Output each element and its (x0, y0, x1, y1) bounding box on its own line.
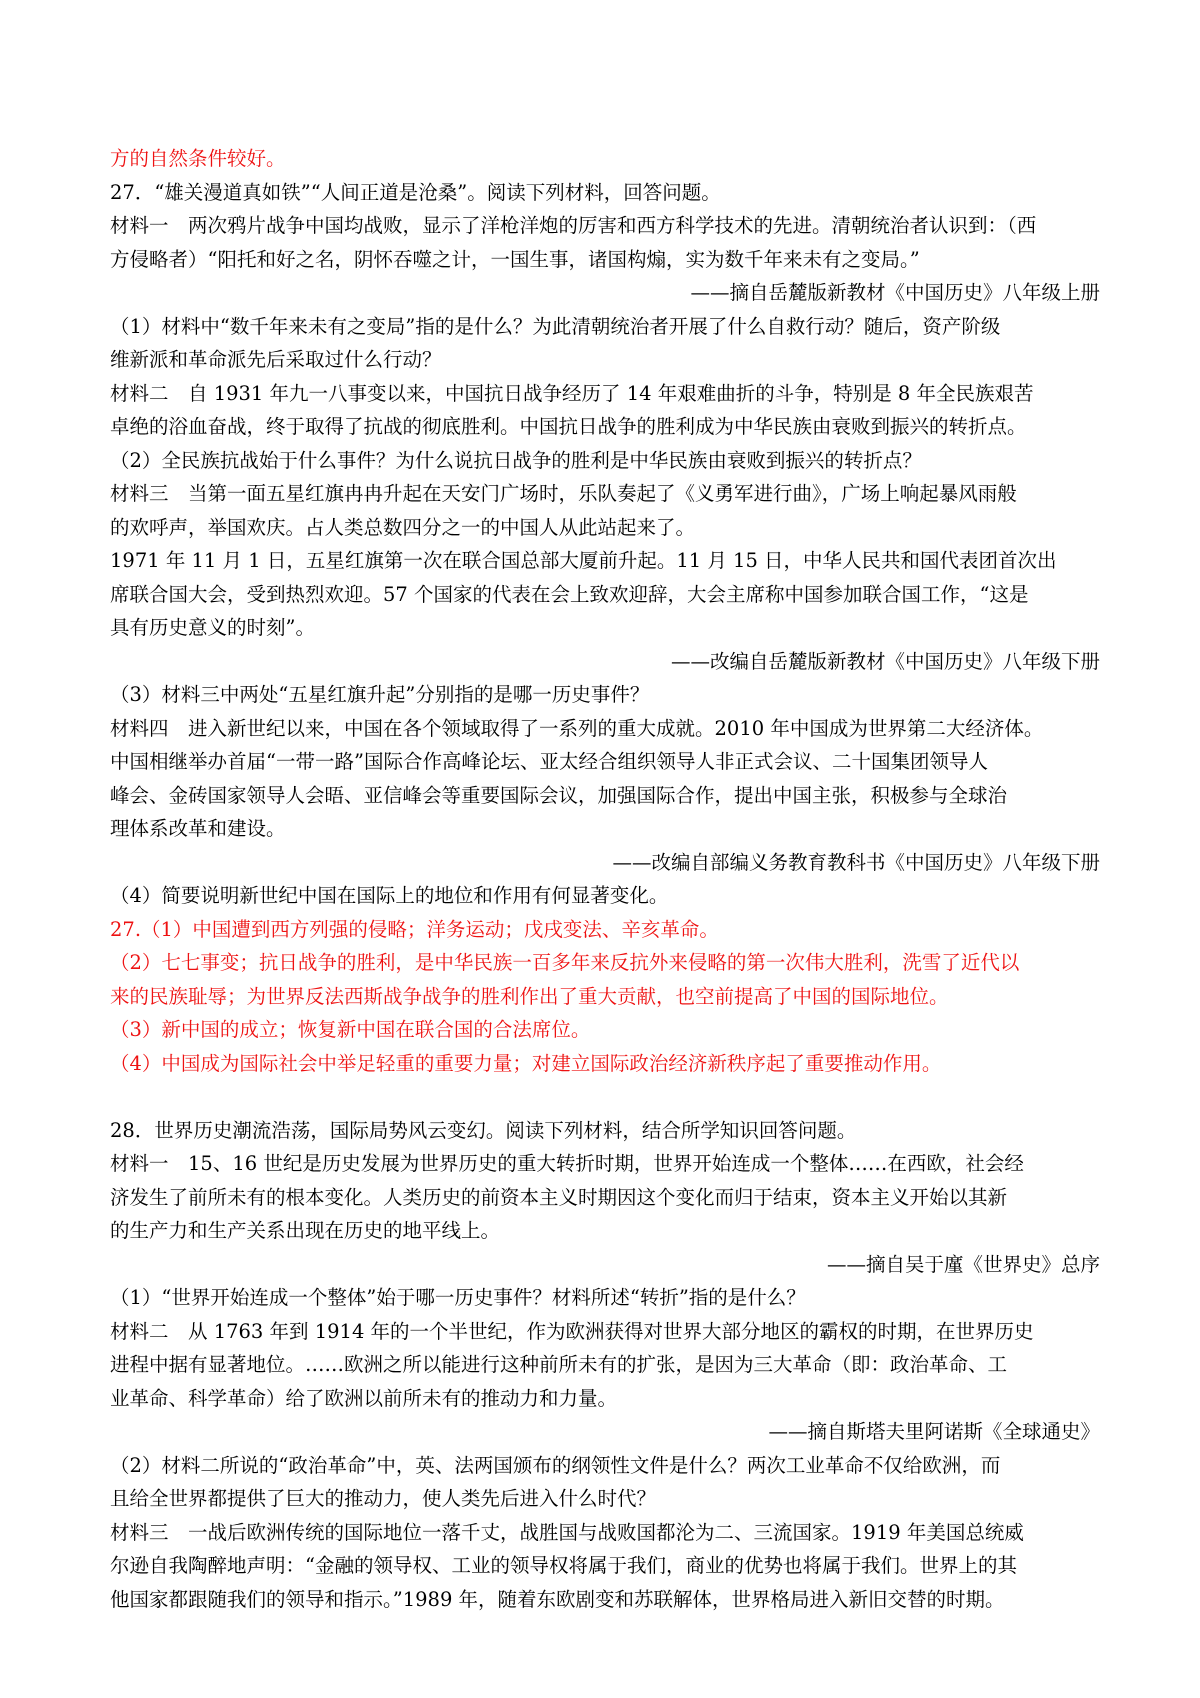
q27-subquestion-4: （4）简要说明新世纪中国在国际上的地位和作用有何显著变化。 (110, 884, 669, 907)
q28-material-1-line: 材料一 15、16 世纪是历史发展为世界历史的重大转折时期，世界开始连成一个整体……在西欧，社会经 (110, 1152, 1024, 1175)
q27-material-1-line: 材料一 两次鸦片战争中国均战败，显示了洋枪洋炮的厉害和西方科学技术的先进。清朝统治者认识到：（西 (110, 214, 1037, 237)
q27-material-4-line: 理体系改革和建设。 (110, 817, 286, 840)
q27-material-3-line: 的欢呼声，举国欢庆。占人类总数四分之一的中国人从此站起来了。 (110, 515, 696, 539)
q28-material-1-line: 济发生了前所未有的根本变化。人类历史的前资本主义时期因这个变化而归于结束，资本主义开始以其新 (110, 1185, 1008, 1209)
q27-material-4-line: 中国相继举办首届“一带一路”国际合作高峰论坛、亚太经合组织领导人非正式会议、二十国集团领导人 (110, 750, 988, 773)
q27-answer-line: （2）七七事变；抗日战争的胜利，是中华民族一百多年来反抗外来侵略的第一次伟大胜利，洗雪了近代以 (110, 951, 1020, 974)
q27-subquestion-1: 维新派和革命派先后采取过什么行动？ (110, 348, 442, 371)
q28-material-3-line: 尔逊自我陶醉地声明：“金融的领导权、工业的领导权将属于我们，商业的优势也将属于我们。世界上的其 (110, 1554, 1017, 1577)
q28-material-2-line: 业革命、科学革命）给了欧洲以前所未有的推动力和力量。 (110, 1386, 618, 1410)
answer-text: 方的自然条件较好。 (110, 147, 286, 170)
q27-material-3-source: ——改编自岳麓版新教材《中国历史》八年级下册 (670, 649, 1100, 673)
question-28-stem: 28．世界历史潮流浩荡，国际局势风云变幻。阅读下列材料，结合所学知识回答问题。 (110, 1118, 857, 1142)
q28-subquestion-1: （1）“世界开始连成一个整体”始于哪一历史事件？材料所述“转折”指的是什么？ (110, 1286, 806, 1309)
q27-subquestion-3: （3）材料三中两处“五星红旗升起”分别指的是哪一历史事件？ (110, 683, 650, 706)
q27-answer-line: 来的民族耻辱；为世界反法西斯战争战争的胜利作出了重大贡献，也空前提高了中国的国际地位。 (110, 984, 949, 1008)
q27-material-4-source: ——改编自部编义务教育教科书《中国历史》八年级下册 (612, 850, 1100, 874)
q28-material-1-line: 的生产力和生产关系出现在历史的地平线上。 (110, 1219, 501, 1242)
q27-material-4-line: 材料四 进入新世纪以来，中国在各个领域取得了一系列的重大成就。2010 年中国成为世界第二大经济体。 (110, 716, 1044, 740)
q27-material-2-line: 卓绝的浴血奋战，终于取得了抗战的彻底胜利。中国抗日战争的胜利成为中华民族由衰败到振兴的转折点。 (110, 415, 1027, 438)
blank-spacer (110, 1080, 1100, 1114)
q27-material-4-line: 峰会、金砖国家领导人会晤、亚信峰会等重要国际会议，加强国际合作，提出中国主张，积极参与全球治 (110, 783, 1008, 807)
q28-subquestion-2: （2）材料二所说的“政治革命”中，英、法两国颁布的纲领性文件是什么？两次工业革命不仅给欧洲，而 (110, 1453, 1001, 1477)
q27-subquestion-1: （1）材料中“数千年来未有之变局”指的是什么？为此清朝统治者开展了什么自救行动？随后，资产阶级 (110, 314, 1001, 338)
q27-material-3-line: 席联合国大会，受到热烈欢迎。57 个国家的代表在会上致欢迎辞，大会主席称中国参加联合国工作，“这是 (110, 582, 1029, 606)
exam-page (110, 142, 1100, 1616)
q27-answer-line: （4）中国成为国际社会中举足轻重的重要力量；对建立国际政治经济新秩序起了重要推动作用。 (110, 1051, 942, 1075)
q27-subquestion-2: （2）全民族抗战始于什么事件？为什么说抗日战争的胜利是中华民族由衰败到振兴的转折点？ (110, 448, 922, 472)
q27-material-1-line: 方侵略者）“阳托和好之名，阴怀吞噬之计，一国生事，诸国构煽，实为数千年来未有之变局。” (110, 247, 920, 271)
q28-subquestion-2: 且给全世界都提供了巨大的推动力，使人类先后进入什么时代？ (110, 1487, 657, 1510)
q27-material-1-source: ——摘自岳麓版新教材《中国历史》八年级上册 (690, 281, 1100, 304)
q27-answer-line: 27.（1）中国遭到西方列强的侵略；洋务运动；戊戌变法、辛亥革命。 (110, 917, 719, 941)
q28-material-2-line: 进程中据有显著地位。……欧洲之所以能进行这种前所未有的扩张，是因为三大革命（即：政治革命、工 (110, 1353, 1008, 1376)
q27-material-3-line: 具有历史意义的时刻”。 (110, 616, 315, 639)
q27-answer-line: （3）新中国的成立；恢复新中国在联合国的合法席位。 (110, 1018, 591, 1041)
question-27-stem: 27．“雄关漫道真如铁”“人间正道是沧桑”。阅读下列材料，回答问题。 (110, 180, 721, 204)
q28-material-3-line: 他国家都跟随我们的领导和指示。”1989 年，随着东欧剧变和苏联解体，世界格局进入新旧交替的时期。 (110, 1587, 1005, 1611)
q27-material-3-line: 1971 年 11 月 1 日，五星红旗第一次在联合国总部大厦前升起。11 月 15 日，中华人民共和国代表团首次出 (110, 549, 1057, 572)
q28-material-1-source: ——摘自吴于廑《世界史》总序 (826, 1252, 1100, 1276)
q28-material-2-line: 材料二 从 1763 年到 1914 年的一个半世纪，作为欧洲获得对世界大部分地区的霸权的时期，在世界历史 (110, 1319, 1034, 1343)
q28-material-2-source: ——摘自斯塔夫里阿诺斯《全球通史》 (768, 1420, 1100, 1443)
q27-material-3-line: 材料三 当第一面五星红旗冉冉升起在天安门广场时，乐队奏起了《义勇军进行曲》，广场上响起暴风雨般 (110, 482, 1017, 505)
q27-material-2-line: 材料二 自 1931 年九一八事变以来，中国抗日战争经历了 14 年艰难曲折的斗争，特别是 8 年全民族艰苦 (110, 381, 1034, 405)
q28-material-3-line: 材料三 一战后欧洲传统的国际地位一落千丈，战胜国与战败国都沦为二、三流国家。1919 年美国总统威 (110, 1520, 1024, 1544)
